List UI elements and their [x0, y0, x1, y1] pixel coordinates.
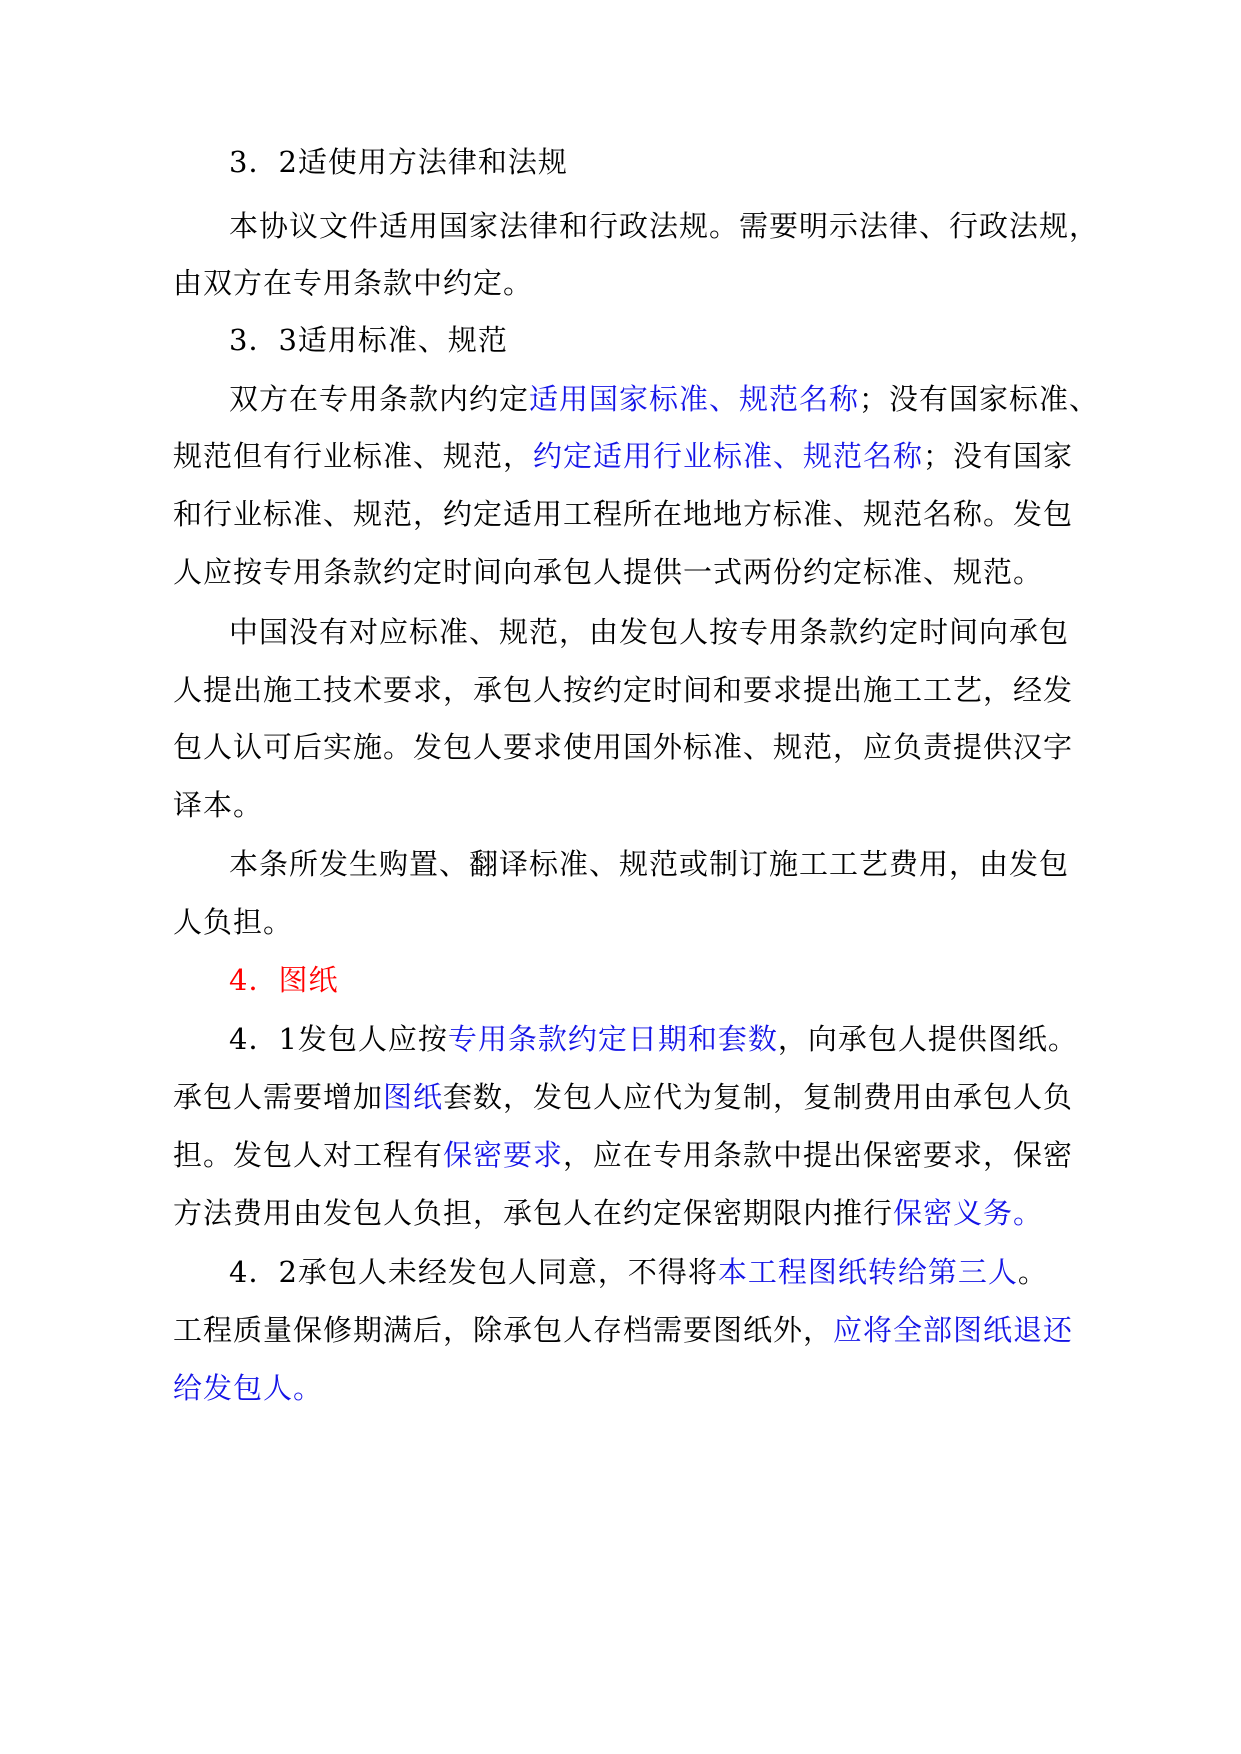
highlighted-text: 适用国家标准、规范名称	[529, 382, 860, 416]
paragraph-line	[0, 1015, 1241, 1063]
body-text: 。	[1017, 1255, 1048, 1289]
body-text: 3．3适用标准、规范	[229, 323, 508, 357]
highlighted-text: 保密义务。	[893, 1196, 1044, 1230]
paragraph-line	[0, 1131, 1241, 1179]
body-text: 译本。	[173, 788, 264, 822]
highlighted-text: 专用条款约定日期和套数	[447, 1022, 778, 1056]
body-text: ，向承包人提供图纸。	[777, 1022, 1078, 1056]
body-text: 3．2适使用方法律和法规	[229, 145, 568, 179]
body-text: 本协议文件适用国家法律和行政法规。需要明示法律、行政法规，	[229, 209, 1100, 243]
highlighted-text: 保密要求	[443, 1138, 564, 1172]
heading-text: 4．图纸	[229, 963, 339, 997]
paragraph-line	[0, 202, 1241, 250]
body-text: ；没有国家	[923, 439, 1074, 473]
paragraph-line	[0, 259, 1241, 307]
paragraph-line	[0, 666, 1241, 714]
paragraph-line	[0, 1364, 1241, 1412]
body-text: ；没有国家标准、	[859, 382, 1100, 416]
paragraph-line	[0, 1073, 1241, 1121]
paragraph-line	[0, 432, 1241, 480]
body-text: 人应按专用条款约定时间向承包人提供一式两份约定标准、规范。	[173, 555, 1044, 589]
paragraph-line	[0, 375, 1241, 423]
paragraph-line	[0, 608, 1241, 656]
body-text: ，应在专用条款中提出保密要求，保密	[563, 1138, 1074, 1172]
body-text: 方法费用由发包人负担，承包人在约定保密期限内推行	[173, 1196, 894, 1230]
highlighted-text: 本工程图纸转给第三人	[717, 1255, 1018, 1289]
body-text: 中国没有对应标准、规范，由发包人按专用条款约定时间向承包	[229, 615, 1070, 649]
body-text: 包人认可后实施。发包人要求使用国外标准、规范，应负责提供汉字	[173, 730, 1074, 764]
body-text: 人负担。	[173, 905, 294, 939]
body-text: 套数，发包人应代为复制，复制费用由承包人负	[443, 1080, 1074, 1114]
paragraph-line	[0, 898, 1241, 946]
paragraph-line	[0, 548, 1241, 596]
paragraph-line	[0, 490, 1241, 538]
highlighted-text: 给发包人。	[173, 1371, 324, 1405]
body-text: 规范但有行业标准、规范，	[173, 439, 534, 473]
highlighted-text: 图纸	[383, 1080, 444, 1114]
body-text: 双方在专用条款内约定	[229, 382, 530, 416]
body-text: 担。发包人对工程有	[173, 1138, 444, 1172]
section-heading-4	[0, 956, 1241, 1004]
body-text: 工程质量保修期满后，除承包人存档需要图纸外，	[173, 1313, 834, 1347]
highlighted-text: 应将全部图纸退还	[833, 1313, 1074, 1347]
body-text: 由双方在专用条款中约定。	[173, 266, 534, 300]
paragraph-line	[0, 723, 1241, 771]
highlighted-text: 约定适用行业标准、规范名称	[533, 439, 924, 473]
paragraph-line	[0, 1248, 1241, 1296]
body-text: 和行业标准、规范，约定适用工程所在地地方标准、规范名称。发包	[173, 497, 1074, 531]
paragraph-line	[0, 1306, 1241, 1354]
heading-3-3	[0, 316, 1241, 364]
body-text: 承包人需要增加	[173, 1080, 384, 1114]
heading-3-2	[0, 138, 1241, 186]
body-text: 4．1发包人应按	[229, 1022, 448, 1056]
body-text: 本条所发生购置、翻译标准、规范或制订施工工艺费用，由发包	[229, 847, 1070, 881]
paragraph-line	[0, 840, 1241, 888]
paragraph-line	[0, 781, 1241, 829]
body-text: 人提出施工技术要求，承包人按约定时间和要求提出施工工艺，经发	[173, 673, 1074, 707]
body-text: 4．2承包人未经发包人同意，不得将	[229, 1255, 718, 1289]
paragraph-line	[0, 1189, 1241, 1237]
